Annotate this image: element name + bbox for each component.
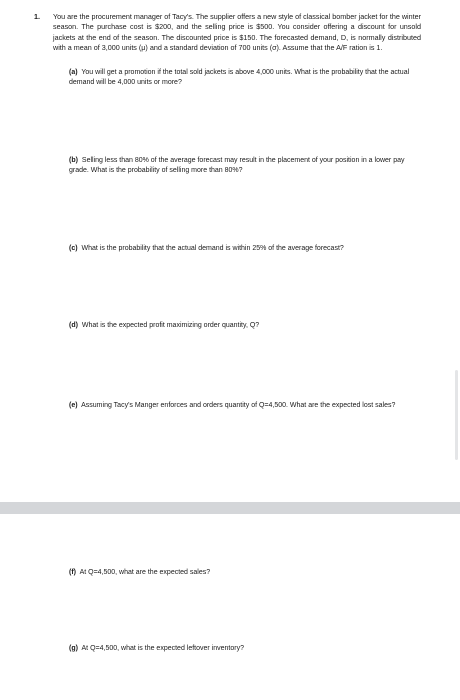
part-f-letter: (f) — [69, 569, 76, 576]
part-c-text: What is the probability that the actual demand is within 25% of the average forecast? — [81, 245, 344, 252]
part-c — [69, 244, 419, 254]
page-separator — [0, 502, 460, 514]
question-number: 1. — [34, 12, 40, 21]
part-e — [69, 401, 419, 411]
document-page-2 — [0, 514, 460, 700]
part-a-text: You will get a promotion if the total sold jackets is above 4,000 units. What is the probability that the actual demand will be 4,000 units or more? — [69, 69, 410, 87]
part-g-letter: (g) — [69, 645, 78, 652]
part-d-letter: (d) — [69, 322, 78, 329]
scrollbar-track[interactable] — [455, 370, 458, 460]
part-g-text: At Q=4,500, what is the expected leftover inventory? — [81, 645, 244, 652]
part-f-text: At Q=4,500, what are the expected sales? — [79, 569, 211, 576]
part-b — [69, 156, 419, 177]
part-b-letter: (b) — [69, 157, 78, 164]
part-f — [69, 568, 419, 578]
question-stem: You are the procurement manager of Tacy's. The supplier offers a new style of classical bomber jacket for the winter season. The purchase cost is $200, and the selling price is $500. You consider offering a discount for unsold jackets at the end of the season. The discounted price is $150. The forecasted demand, D, is normally distributed with a mean of 3,000 units (μ) and a standard deviation of 700 units (σ). Assume that the A/F ration is 1. — [53, 12, 421, 53]
part-a-letter: (a) — [69, 69, 78, 76]
part-d — [69, 321, 419, 331]
part-b-text: Selling less than 80% of the average forecast may result in the placement of your position in a lower pay grade. What is the probability of selling more than 80%? — [69, 157, 405, 175]
part-a — [69, 68, 419, 89]
part-c-letter: (c) — [69, 245, 78, 252]
part-e-text: Assuming Tacy's Manger enforces and orders quantity of Q=4,500. What are the expected lost sales? — [81, 402, 396, 409]
part-g — [69, 644, 419, 654]
part-e-letter: (e) — [69, 402, 78, 409]
part-d-text: What is the expected profit maximizing order quantity, Q? — [81, 322, 260, 329]
